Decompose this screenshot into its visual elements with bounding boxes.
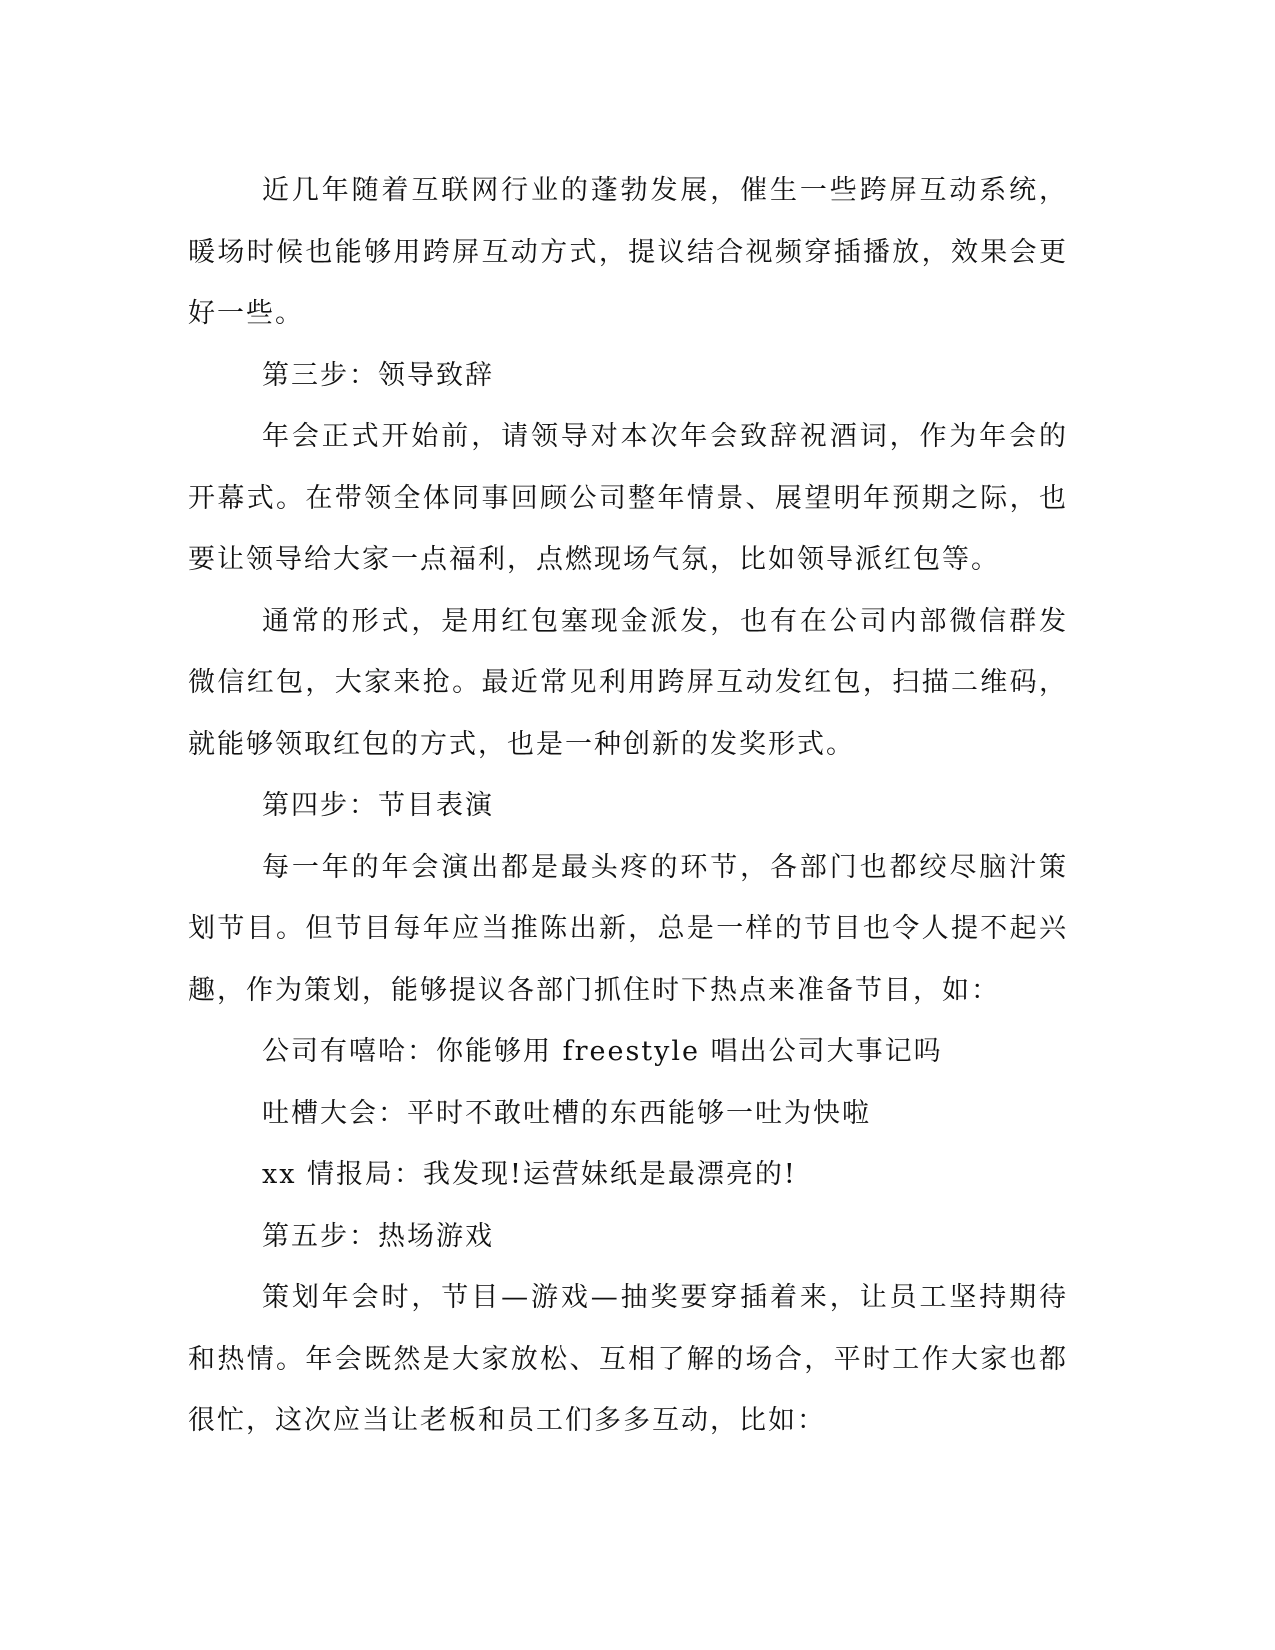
list-item-hiphop: 公司有嘻哈：你能够用 freestyle 唱出公司大事记吗 [262, 1036, 943, 1067]
paragraph-warmup-games: 策划年会时，节目—游戏—抽奖要穿插着来，让员工坚持期待和热情。年会既然是大家放松、互相了解的场合，平时工作大家也都很忙，这次应当让老板和员工们多多互动，比如： [188, 1282, 1068, 1436]
list-item-roast: 吐槽大会：平时不敢吐槽的东西能够一吐为快啦 [262, 1097, 871, 1129]
paragraph-leader-speech: 年会正式开始前，请领导对本次年会致辞祝酒词，作为年会的开幕式。在带领全体同事回顾公司整年情景、展望明年预期之际，也要让领导给大家一点福利，点燃现场气氛，比如领导派红包等。 [188, 421, 1068, 575]
document-body [188, 160, 1068, 1452]
section-heading-step3: 第三步：领导致辞 [262, 359, 494, 391]
section-heading-step4: 第四步：节目表演 [262, 790, 494, 821]
paragraph-red-envelope: 通常的形式，是用红包塞现金派发，也有在公司内部微信群发微信红包，大家来抢。最近常见利用跨屏互动发红包，扫描二维码，就能够领取红包的方式，也是一种创新的发奖形式。 [188, 605, 1068, 760]
paragraph-performances: 每一年的年会演出都是最头疼的环节，各部门也都绞尽脑汁策划节目。但节目每年应当推陈出新，总是一样的节目也令人提不起兴趣，作为策划，能够提议各部门抓住时下热点来准备节目，如： [188, 851, 1068, 1006]
list-item-intel-bureau: xx 情报局：我发现!运营妹纸是最漂亮的! [262, 1159, 797, 1190]
paragraph-warmup-interaction: 近几年随着互联网行业的蓬勃发展，催生一些跨屏互动系统，暖场时候也能够用跨屏互动方式，提议结合视频穿插播放，效果会更好一些。 [188, 175, 1068, 329]
section-heading-step5: 第五步：热场游戏 [262, 1220, 494, 1252]
